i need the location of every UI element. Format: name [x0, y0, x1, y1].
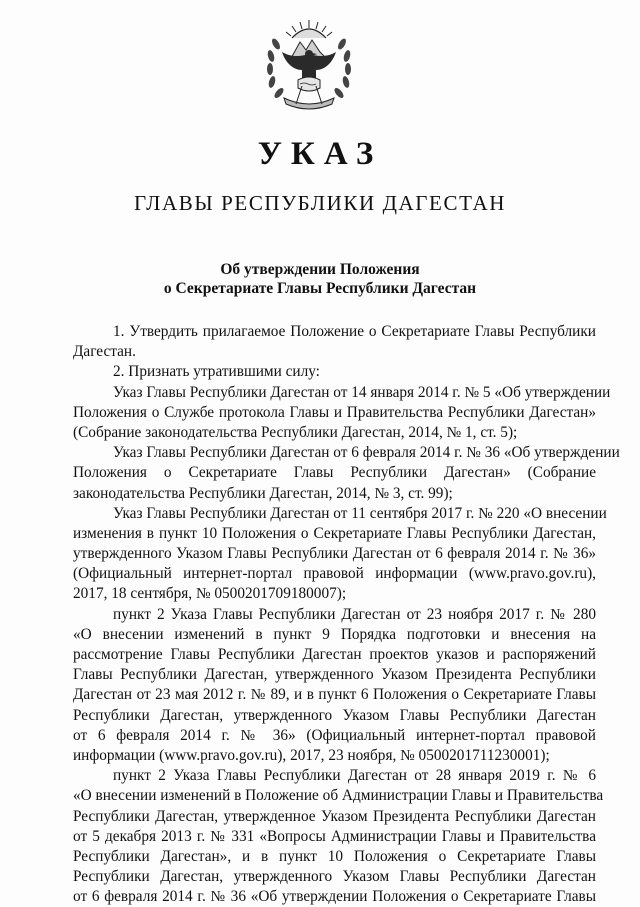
body-line: Республики Дагестан, утвержденного Указом Главы Республики Дагестан [73, 868, 596, 886]
body-line: (Официальный интернет-портал правовой информации (www.pravo.gov.ru), [73, 565, 596, 583]
body-line: Дагестан от 23 мая 2012 г. № 89, и в пункт 6 Положения о Секретариате Главы [73, 686, 596, 704]
body-line: 2017, 18 сентября, № 0500201709180007); [73, 585, 347, 603]
body-line: утвержденного Указом Главы Республики Дагестан от 6 февраля 2014 г. № 36» [73, 545, 596, 563]
body-line: пункт 2 Указа Главы Республики Дагестан от 28 января 2019 г. № 6 [113, 767, 596, 785]
body-line: 1. Утвердить прилагаемое Положение о Секретариате Главы Республики [113, 323, 596, 340]
body-line: Дагестан. [73, 343, 136, 361]
decree-body [73, 322, 620, 907]
body-line: Указ Главы Республики Дагестан от 11 сентября 2017 г. № 220 «О внесении [113, 504, 607, 522]
body-line: изменения в пункт 10 Положения о Секретариате Главы Республики Дагестан, [73, 524, 596, 542]
body-line: «О внесении изменений в Положение об Администрации Главы и Правительства [73, 787, 604, 805]
body-line: от 6 февраля 2014 г. № 36 «Об утверждении Положения о Секретариате Главы [73, 888, 596, 906]
decree-subject [100, 260, 540, 298]
body-line: Республики Дагестан», и в пункт 10 Положения о Секретариате Главы [73, 847, 596, 865]
body-line: Положения о Секретариате Главы Республики Дагестан» (Собрание [73, 464, 596, 482]
body-line: Республики Дагестан, утвержденного Указом Главы Республики Дагестан [73, 706, 596, 724]
body-line: (Собрание законодательства Республики Дагестан, 2014, № 1, ст. 5); [73, 423, 518, 441]
body-line: Положения о Службе протокола Главы и Правительства Республики Дагестан» [73, 403, 596, 421]
body-line: законодательства Республики Дагестан, 2014, № 3, ст. 99); [73, 484, 453, 502]
dagestan-coat-of-arms-emblem [262, 14, 356, 114]
subject-line: о Секретариате Главы Республики Дагестан [163, 280, 477, 297]
body-line: от 5 декабря 2013 г. № 331 «Вопросы Администрации Главы и Правительства [73, 827, 596, 845]
body-line: Главы Республики Дагестан, утвержденного Указом Президента Республики [73, 666, 596, 684]
body-line: Указ Главы Республики Дагестан от 14 января 2014 г. № 5 «Об утверждении [113, 383, 611, 401]
body-line: 2. Признать утратившими силу: [113, 363, 320, 381]
subject-line: Об утверждении Положения [220, 261, 420, 278]
body-line: рассмотрение Главы Республики Дагестан проектов указов и распоряжений [73, 646, 596, 663]
body-line: Республики Дагестан, утвержденное Указом Президента Республики Дагестан [73, 807, 596, 825]
body-line: «О внесении изменений в пункт 9 Порядка подготовки и внесения на [73, 625, 596, 643]
decree-issuer: ГЛАВЫ РЕСПУБЛИКИ ДАГЕСТАН [133, 191, 507, 215]
body-line: от 6 февраля 2014 г. № 36» (Официальный интернет-портал правовой [73, 726, 596, 744]
body-line: Указ Главы Республики Дагестан от 6 февраля 2014 г. № 36 «Об утверждении [113, 444, 620, 462]
decree-title: УКАЗ [257, 136, 383, 172]
body-line: информации (www.pravo.gov.ru), 2017, 23 ноября, № 0500201711230001); [73, 746, 550, 764]
body-line: пункт 2 Указа Главы Республики Дагестан от 23 ноября 2017 г. № 280 [113, 605, 596, 623]
